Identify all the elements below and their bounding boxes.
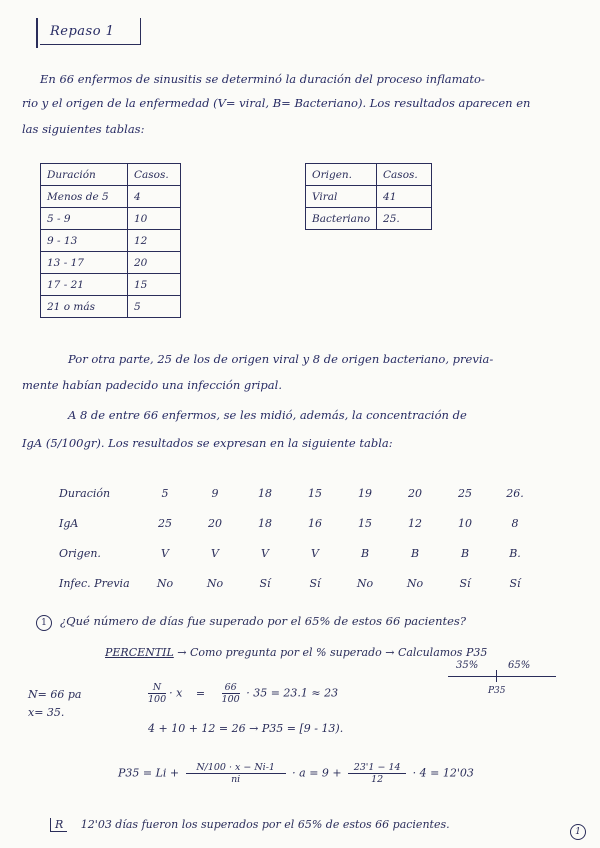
table-cell: No [406,576,424,590]
table-cell: V [161,546,169,560]
formula-mid: · a = 9 + [292,766,342,780]
question-text: ¿Qué número de días fue superado por el 65% de estos 66 pacientes? [60,614,466,628]
para3-line-1: A 8 de entre 66 enfermos, se les midió, además, la concentración de [68,408,467,422]
table-header: Casos. [377,164,432,186]
table-cell: No [156,576,174,590]
question-number: 1 [36,615,52,631]
table-header: Duración [41,164,128,186]
fraction [148,682,166,705]
fraction [186,762,286,785]
table-row [306,186,432,208]
percentil-text: → Como pregunta por el % superado → Calculamos P35 [177,646,488,659]
given-x: x= 35. [28,706,65,719]
table-cell: Sí [259,576,271,590]
diagram-right-label: 65% [508,660,531,671]
fraction-denominator: 12 [371,774,384,785]
table-cell: 5 [161,486,169,500]
table-row [58,568,540,598]
para2-line-1: Por otra parte, 25 de los de origen viral y 8 de origen bacteriano, previa- [68,352,494,366]
table-row [41,296,181,318]
para2-line-2: mente habían padecido una infección gripal. [22,378,282,392]
table-cell: B [410,546,420,560]
fraction-denominator: 100 [148,694,167,705]
table-cell: 20 [128,252,181,274]
intro-line-1: En 66 enfermos de sinusitis se determinó la duración del proceso inflamato- [40,72,485,86]
patient-data-table [58,478,540,598]
table-cell: 25. [377,208,432,230]
table-cell: 18 [258,486,272,500]
table-row [41,274,181,296]
calc-step-1 [145,682,338,705]
diagram-left-label: 35% [456,660,479,671]
table-cell: 10 [458,516,472,530]
table-header: Origen. [306,164,377,186]
page-number: 1 [570,824,586,840]
calc-term: · x [169,686,183,700]
para3-line-2: IgA (5/100gr). Los resultados se expresan en la siguiente tabla: [22,436,393,450]
table-cell: Sí [509,576,521,590]
question-1 [36,614,466,631]
origin-table [305,163,432,230]
row-label: Infec. Previa [59,576,130,590]
intro-line-2: rio y el origen de la enfermedad (V= viral, B= Bacteriano). Los resultados aparecen en [22,96,531,110]
table-cell: B [460,546,470,560]
equals-sign: = [195,686,206,700]
table-cell: Menos de 5 [41,186,128,208]
table-header-row [306,164,432,186]
answer-text: 12'03 días fueron los superados por el 65% de estos 66 pacientes. [80,818,450,831]
table-cell: 12 [408,516,422,530]
duration-table [40,163,181,318]
row-label: IgA [59,516,79,530]
table-row [58,538,540,568]
table-row [41,230,181,252]
table-cell: B [360,546,370,560]
fraction-denominator: 100 [221,694,240,705]
intro-line-3: las siguientes tablas: [22,122,145,136]
percentil-line [105,646,487,659]
table-cell: 26. [506,486,524,500]
fraction [222,682,240,705]
table-cell: 25 [158,516,172,530]
title-box-bar [36,18,38,48]
fraction-numerator: N/100 · x − Ni-1 [186,762,286,774]
table-cell: Sí [309,576,321,590]
table-cell: 15 [128,274,181,296]
row-label: Duración [59,486,111,500]
fraction [348,762,406,785]
row-label: Origen. [59,546,101,560]
table-cell: 18 [258,516,272,530]
table-cell: 4 [128,186,181,208]
table-row [306,208,432,230]
table-cell: V [311,546,319,560]
table-row [58,478,540,508]
table-cell: Sí [459,576,471,590]
table-cell: 9 - 13 [41,230,128,252]
fraction-numerator: 23'1 − 14 [348,762,406,774]
diagram-bottom-label: P35 [488,686,506,696]
answer-line [50,818,450,831]
fraction-numerator: 66 [222,682,240,694]
percentile-formula [118,762,474,785]
answer-tag: R [50,818,67,832]
table-cell: Bacteriano [306,208,377,230]
table-cell: 5 [128,296,181,318]
table-cell: 19 [358,486,372,500]
table-cell: 20 [408,486,422,500]
percentil-label: PERCENTIL [105,646,174,659]
table-cell: 17 - 21 [41,274,128,296]
table-cell: 9 [211,486,219,500]
calc-step-2: 4 + 10 + 12 = 26 → P35 = [9 - 13). [148,722,344,735]
percentile-diagram [448,660,558,700]
table-cell: Viral [306,186,377,208]
table-row [41,208,181,230]
table-cell: 41 [377,186,432,208]
table-cell: 16 [308,516,322,530]
table-cell: 10 [128,208,181,230]
calc-result: · 35 = 23.1 ≈ 23 [246,686,339,700]
page-title: Repaso 1 [50,24,115,39]
table-cell: 8 [511,516,519,530]
table-cell: V [261,546,269,560]
table-cell: 21 o más [41,296,128,318]
given-n: N= 66 pa [28,688,82,701]
table-cell: 20 [208,516,222,530]
table-row [41,186,181,208]
diagram-axis [448,676,556,677]
table-cell: 13 - 17 [41,252,128,274]
table-cell: 25 [458,486,472,500]
table-cell: 15 [358,516,372,530]
table-cell: V [211,546,219,560]
table-row [41,252,181,274]
table-header: Casos. [128,164,181,186]
table-cell: B. [509,546,521,560]
table-cell: 12 [128,230,181,252]
table-row [58,508,540,538]
table-cell: 5 - 9 [41,208,128,230]
table-cell: 15 [308,486,322,500]
formula-lhs: P35 = Li + [118,766,180,780]
formula-result: · 4 = 12'03 [412,766,474,780]
table-cell: No [206,576,224,590]
diagram-tick [496,670,497,682]
fraction-numerator: N [148,682,166,694]
table-header-row [41,164,181,186]
fraction-denominator: ni [231,774,241,785]
title-box [40,18,141,45]
table-cell: No [356,576,374,590]
